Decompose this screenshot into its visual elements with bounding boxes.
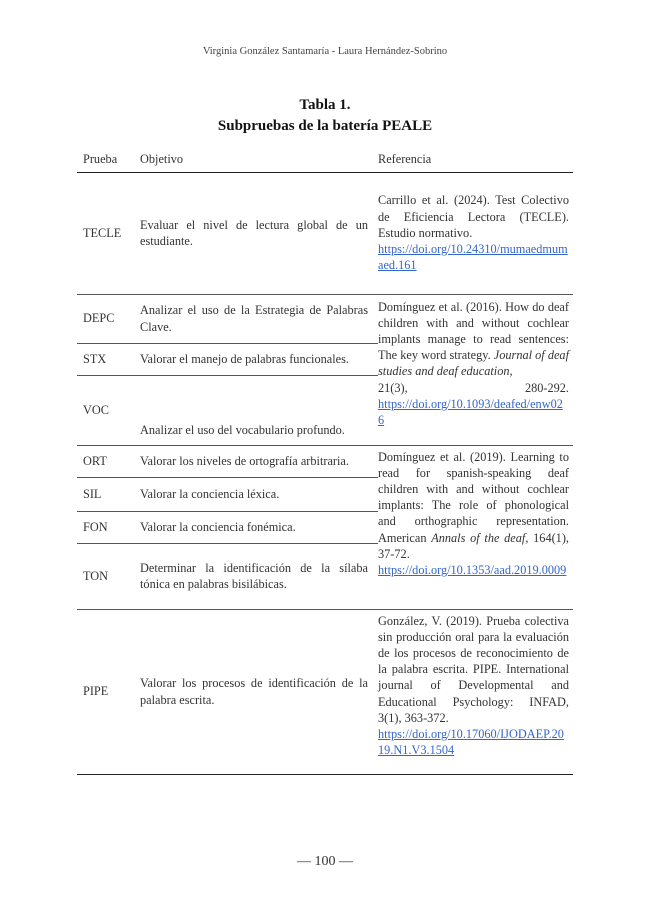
header-referencia: Referencia: [378, 151, 573, 172]
reference-tecle: [378, 172, 573, 294]
row-test-code: TECLE: [77, 172, 140, 294]
reference-depc-voc: [378, 294, 573, 445]
row-objective: Determinar la identificación de la sílaba tónica en palabras bisilábicas.: [140, 543, 378, 609]
row-objective: Valorar la conciencia léxica.: [140, 477, 378, 511]
reference-journal: Journal of deaf studies and deaf education,: [378, 348, 569, 379]
reference-volume: 164(1), 37-72.: [378, 530, 569, 561]
reference-ort-ton: [378, 445, 573, 609]
row-objective: Valorar el manejo de palabras funcionales.: [140, 343, 378, 375]
row-objective: Evaluar el nivel de lectura global de un estudiante.: [140, 172, 378, 294]
row-objective: Analizar el uso de la Estrategia de Palabras Clave.: [140, 294, 378, 343]
header-objetivo: Objetivo: [140, 151, 378, 172]
row-test-code: STX: [77, 343, 140, 375]
table-row: [77, 294, 573, 343]
doi-link[interactable]: https://doi.org/10.17060/IJODAEP.2019.N1.V3.1504: [378, 726, 564, 758]
table-number: Tabla 1.: [299, 97, 351, 113]
row-test-code: PIPE: [77, 609, 140, 774]
table-row: [77, 609, 573, 774]
table-row: [77, 445, 573, 477]
row-test-code: VOC: [77, 375, 140, 445]
row-objective: Valorar la conciencia fonémica.: [140, 511, 378, 543]
table-title: [0, 95, 650, 137]
row-test-code: TON: [77, 543, 140, 609]
table-row: [77, 172, 573, 294]
doi-link[interactable]: https://doi.org/10.1093/deafed/enw026: [378, 396, 563, 427]
reference-volume: 21(3), 280-292.: [378, 380, 569, 395]
row-objective: Analizar el uso del vocabulario profundo.: [140, 375, 378, 445]
row-objective: Valorar los procesos de identificación de la palabra escrita.: [140, 609, 378, 774]
reference-text: Domínguez et al. (2016). How do deaf children with and without cochlear implants manage to read sentences: The key word strategy.: [378, 299, 569, 363]
table-header-row: [77, 151, 573, 172]
header-prueba: Prueba: [77, 151, 140, 172]
subtests-table: [77, 151, 573, 775]
row-objective: Valorar los niveles de ortografía arbitraria.: [140, 445, 378, 477]
reference-text: Carrillo et al. (2024). Test Colectivo de Eficiencia Lectora (TECLE). Estudio normativo.: [378, 193, 569, 240]
row-test-code: SIL: [77, 477, 140, 511]
row-test-code: DEPC: [77, 294, 140, 343]
running-head: Virginia González Santamaría - Laura Hernández-Sobrino: [202, 46, 448, 57]
page-number: — 100 —: [297, 854, 353, 869]
reference-pipe: [378, 609, 573, 774]
doi-link[interactable]: https://doi.org/10.24310/mumaedmumaed.161: [378, 242, 568, 273]
doi-link[interactable]: https://doi.org/10.1353/aad.2019.0009: [378, 562, 567, 577]
reference-text: Domínguez et al. (2019). Learning to read for spanish-speaking deaf children with and without cochlear implants: The role of phonological and orthographic representation. American: [378, 449, 569, 545]
row-test-code: ORT: [77, 445, 140, 477]
reference-text: González, V. (2019). Prueba colectiva sin producción oral para la evaluación de los procesos de reconocimiento de la palabra escrita. PIPE. International journal of Developmental and Educational Psychology: INFAD, 3(1), 363-372.: [378, 613, 569, 725]
table-caption: Subpruebas de la batería PEALE: [217, 118, 433, 134]
reference-journal: Annals of the deaf,: [431, 530, 529, 545]
row-test-code: FON: [77, 511, 140, 543]
